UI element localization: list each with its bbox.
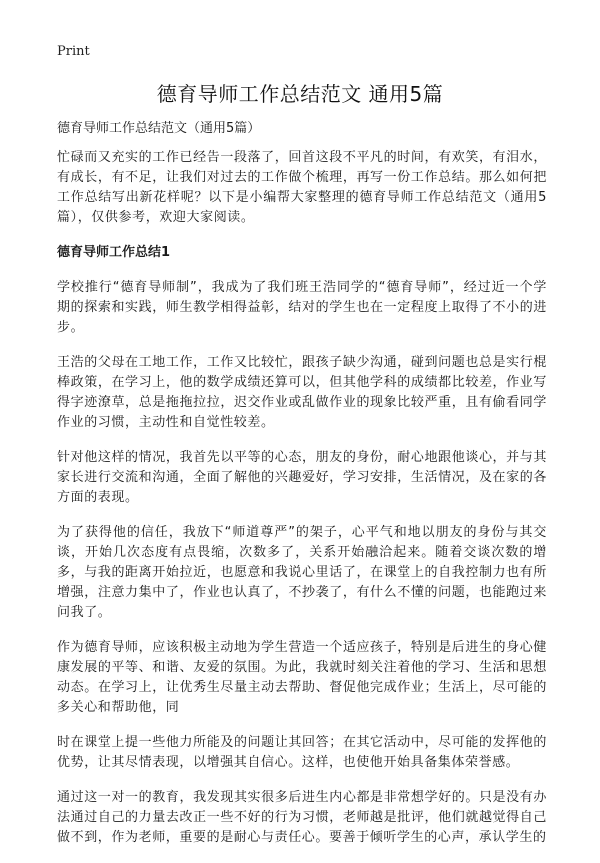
document-subtitle: 德育导师工作总结范文（通用5篇）: [57, 121, 261, 136]
body-paragraph: 通过这一对一的教育，我发现其实很多后进生内心都是非常想学好的。只是没有办法通过自己的力量去改正一些不好的行为习惯，老师越是批评，他们就越觉得自己做不到，作为老师，重要的是耐心与责任心。要善于倾听学生的心声，承认学生的: [57, 790, 547, 845]
document-body: [57, 148, 547, 863]
body-paragraph: 作为德育导师，应该积极主动地为学生营造一个适应孩子，特别是后进生的身心健康发展的平等、和谐、友爱的氛围。为此，我就时刻关注着他的学习、生活和思想动态。在学习上，让优秀生尽量主动去帮助、督促他完成作业；生活上，尽可能的多关心和帮助他，同: [57, 640, 547, 715]
section-heading: 德育导师工作总结1: [57, 245, 171, 260]
body-paragraph: 时在课堂上提一些他力所能及的问题让其回答；在其它活动中，尽可能的发挥他的优势，让其尽情表现，以增强其自信心。这样，也使他开始具备集体荣誉感。: [57, 735, 547, 770]
body-paragraph: 针对他这样的情况，我首先以平等的心态，朋友的身份，耐心地跟他谈心，并与其家长进行交流和沟通，全面了解他的兴趣爱好，学习安排，生活情况，及在家的各方面的表现。: [57, 450, 547, 505]
intro-paragraph: 忙碌而又充实的工作已经告一段落了，回首这段不平凡的时间，有欢笑，有泪水，有成长，有不足，让我们对过去的工作做个梳理，再写一份工作总结。那么如何把工作总结写出新花样呢？以下是小编帮大家整理的德育导师工作总结范文（通用5篇），仅供参考，欢迎大家阅读。: [57, 150, 547, 225]
page-title: 德育导师工作总结范文 通用5篇: [156, 82, 444, 106]
body-paragraph: 为了获得他的信任，我放下“师道尊严”的架子，心平气和地以朋友的身份与其交谈，开始几次态度有点畏缩，次数多了，关系开始融洽起来。随着交谈次数的增多，与我的距离开始拉近，也愿意和我说心里话了，在课堂上的自我控制力也有所增强，注意力集中了，作业也认真了，不抄袭了，有什么不懂的问题，也能跑过来问我了。: [57, 525, 547, 620]
body-paragraph: 王浩的父母在工地工作，工作又比较忙，跟孩子缺少沟通，碰到问题也总是实行棍棒政策，在学习上，他的数学成绩还算可以，但其他学科的成绩都比较差，作业写得字迹潦草，总是拖拖拉拉，迟交作业或乱做作业的现象比较严重，且有偷看同学作业的习惯，主动性和自觉性较差。: [57, 355, 547, 430]
body-paragraph: 学校推行“德育导师制”，我成为了我们班王浩同学的“德育导师”，经过近一个学期的探索和实践，师生教学相得益彰，结对的学生也在一定程度上取得了不小的进步。: [57, 280, 547, 335]
print-link[interactable]: Print: [57, 44, 90, 59]
